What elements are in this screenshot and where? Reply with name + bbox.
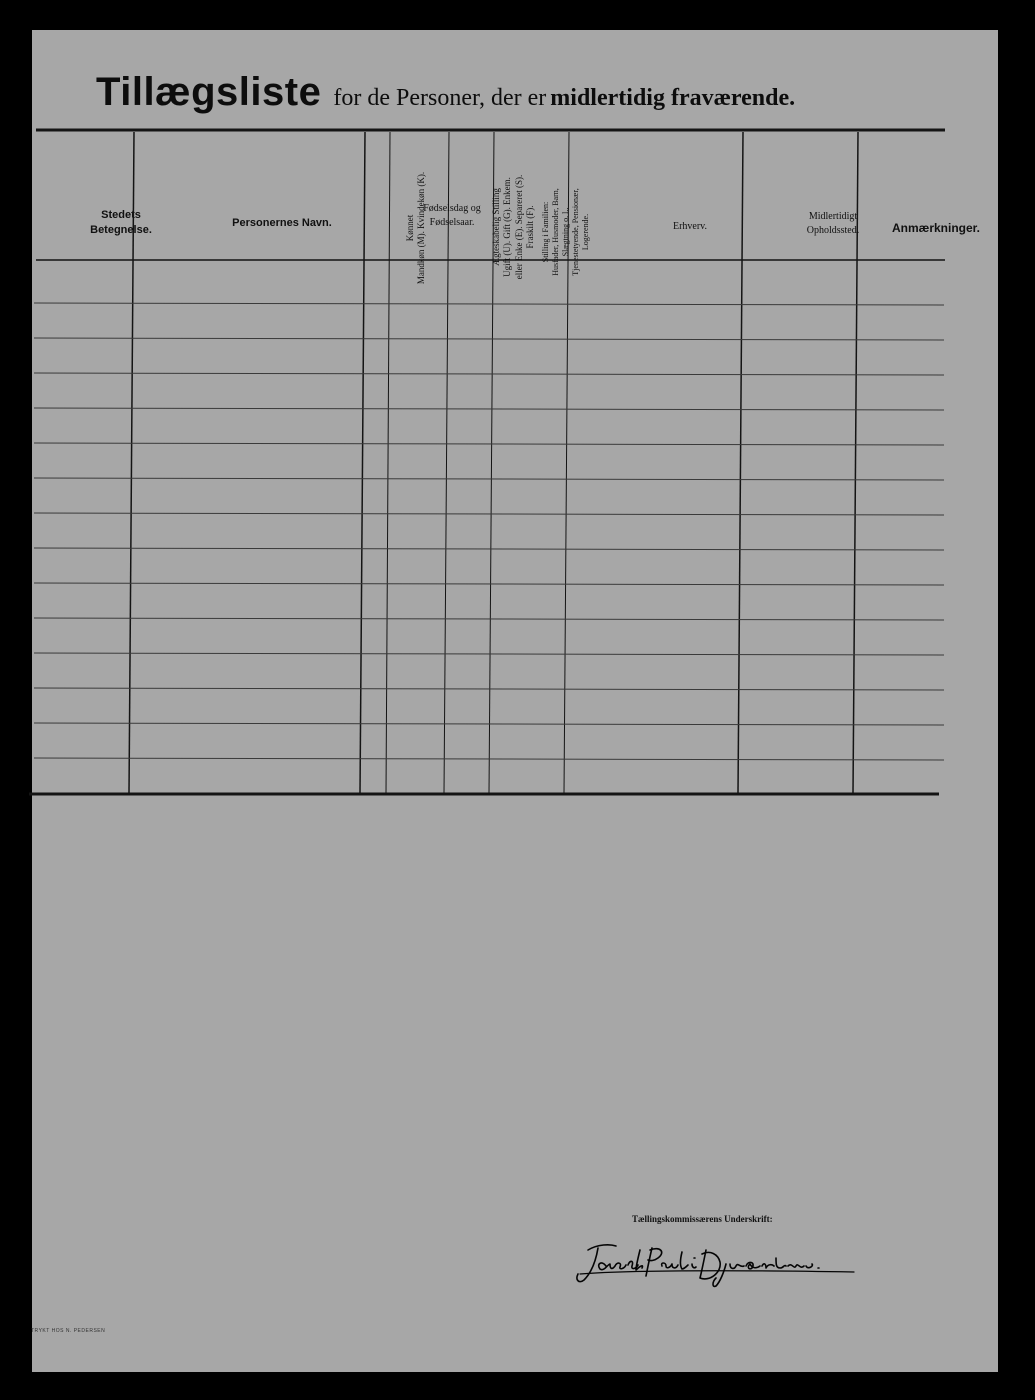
signature-caption: Tællingskommissærens Underskrift:	[632, 1214, 773, 1224]
col-anmaerkninger: Anmærkninger.	[891, 221, 981, 235]
col-navn: Personernes Navn.	[232, 217, 332, 229]
col-familie: Stilling i Familien: Husfader, Husmoder, Barn, Slægtning o. l., Tjenestetyende, Pensionær, Logerende.	[541, 188, 590, 276]
col-erhverv: Erhverv.	[672, 221, 708, 232]
signature-graphic	[570, 1236, 860, 1292]
title-part2: midlertidig fraværende.	[550, 85, 796, 111]
col-fodsel: Fødselsdag og Fødselsaar.	[423, 203, 481, 228]
col-stedets: Stedets Betegnelse.	[90, 209, 152, 236]
title-main: Tillægsliste	[96, 70, 322, 114]
printer-imprint: TRYKT HOS N. PEDERSEN	[31, 1328, 106, 1334]
col-opholdssted: Midlertidigt Opholdssted.	[806, 211, 860, 236]
title-part1: for de Personer, der er	[333, 85, 547, 111]
col-kjonnet: Kønnet Mandkøn (M). Kvindekøn (K).	[405, 171, 427, 285]
col-aegteskab: Ægteskabelig Stilling Ugift (U). Gift (G). Enkem. eller Enke (E). Separeret (S). Fraskilt (F).	[491, 174, 535, 280]
